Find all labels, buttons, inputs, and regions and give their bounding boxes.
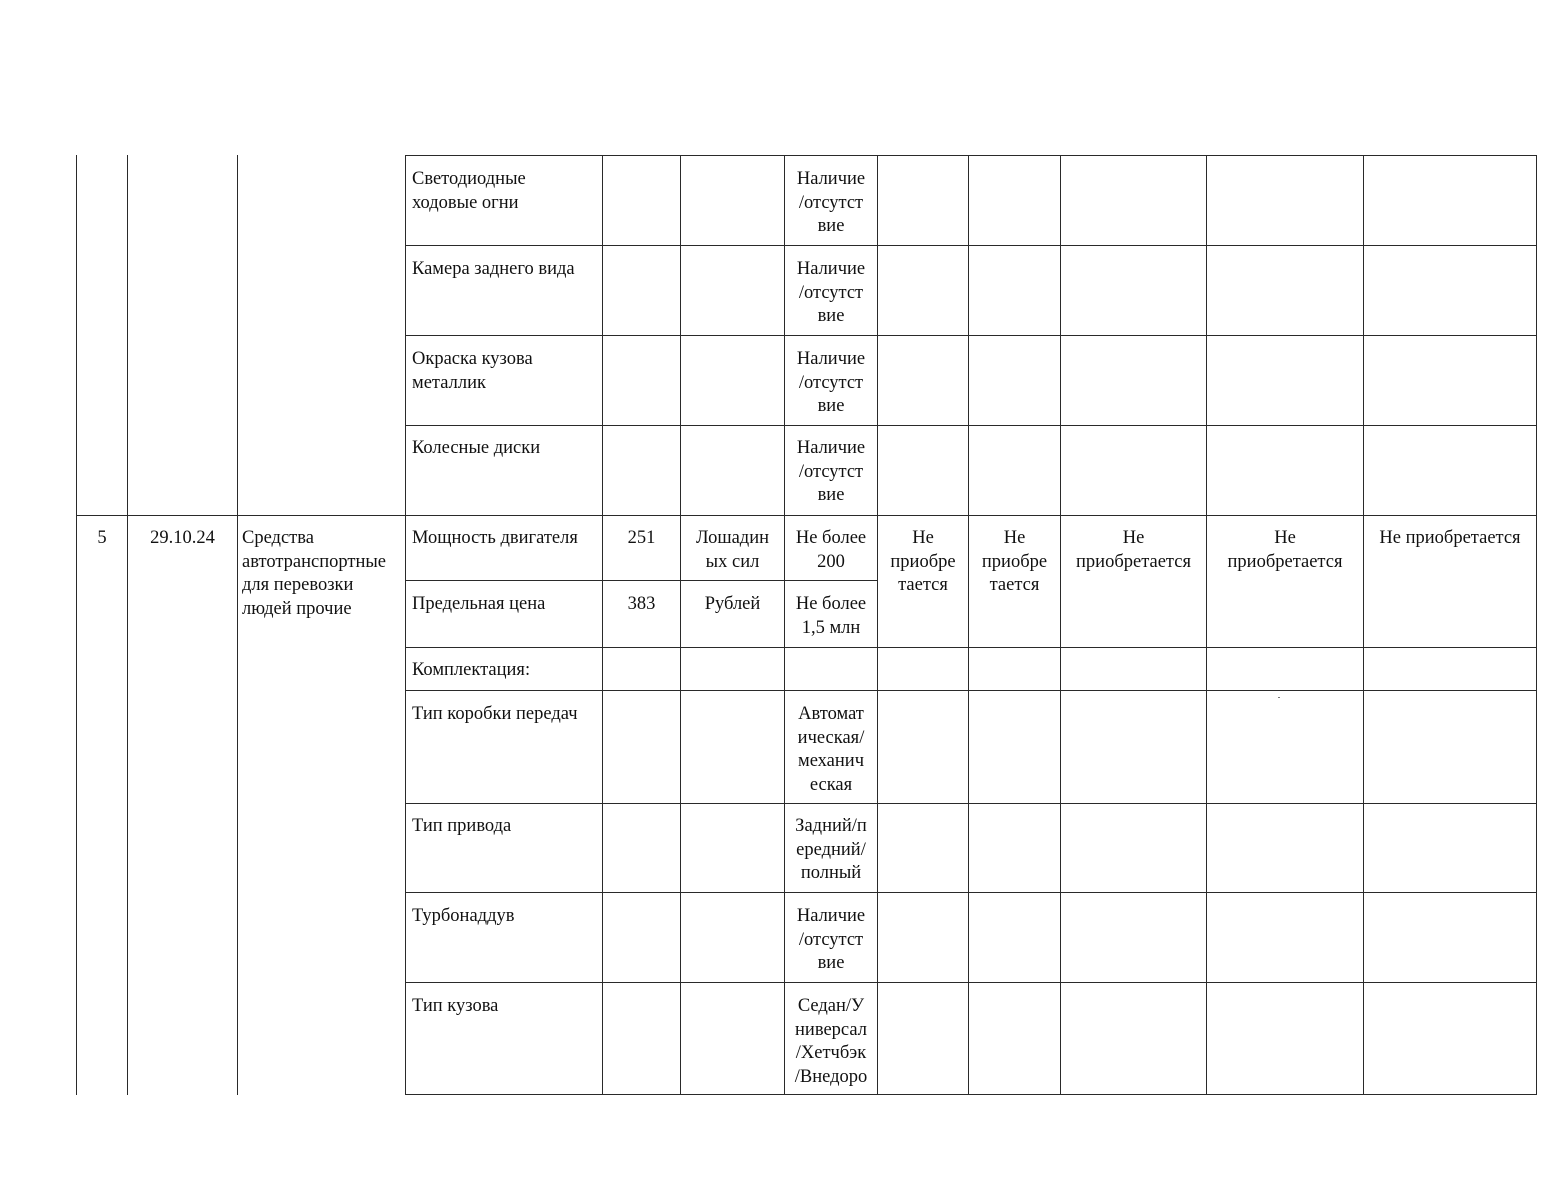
table-border: [602, 155, 603, 1095]
table-border: [680, 155, 681, 1095]
requirement-cell: Не более 200: [795, 528, 867, 572]
item-date-cell: 29.10.24: [150, 528, 215, 548]
feature-name-cell: Мощность двигателя: [412, 528, 578, 548]
purchase-status-cell: Не приобретается: [1379, 528, 1521, 548]
code-cell: 251: [627, 528, 656, 548]
section-heading-cell: Комплектация:: [412, 660, 531, 680]
feature-name-cell: Турбонаддув: [412, 906, 515, 926]
table-border: [405, 425, 1537, 426]
feature-name-cell: Предельная цена: [412, 594, 546, 614]
table-border: [76, 515, 406, 516]
table-border: [405, 245, 1537, 246]
requirement-cell: Наличие /отсутст вие: [796, 906, 866, 973]
table-border: [405, 335, 1537, 336]
table-border: [405, 892, 1537, 893]
feature-name-cell: Колесные диски: [412, 438, 541, 458]
requirement-cell: Наличие /отсутст вие: [796, 438, 866, 505]
table-border: [405, 580, 878, 581]
table-border: [76, 155, 77, 1095]
table-border: [877, 155, 878, 1095]
scan-speck: [1278, 697, 1280, 698]
table-border: [405, 155, 406, 1095]
table-border: [405, 647, 1537, 648]
table-border: [405, 690, 1537, 691]
table-border: [1363, 155, 1364, 1095]
item-number-cell: 5: [97, 528, 107, 548]
purchase-status-cell: Не приобретается: [1076, 528, 1191, 572]
purchase-status-cell: Не приобретается: [1227, 528, 1343, 572]
table-border: [237, 155, 238, 1095]
requirement-cell: Наличие /отсутст вие: [796, 169, 866, 236]
table-border: [1206, 155, 1207, 1095]
requirement-cell: Наличие /отсутст вие: [796, 259, 866, 326]
table-border: [127, 155, 128, 1095]
table-border: [405, 155, 1537, 156]
table-border: [405, 982, 1537, 983]
feature-name-cell: Камера заднего вида: [412, 259, 575, 279]
table-border: [1060, 155, 1061, 1095]
table-border: [968, 155, 969, 1095]
requirement-cell: Задний/п ередний/ полный: [795, 816, 867, 883]
requirement-cell: Автомат ическая/ механич еская: [797, 704, 865, 795]
table-border: [1536, 155, 1537, 1095]
table-border: [405, 515, 1537, 516]
feature-name-cell: Светодиодные ходовые огни: [412, 169, 526, 213]
unit-cell: Лошадин ых сил: [695, 528, 769, 572]
feature-name-cell: Тип кузова: [412, 996, 499, 1016]
table-border: [405, 803, 1537, 804]
feature-name-cell: Окраска кузова металлик: [412, 349, 533, 393]
requirement-cell: Седан/У ниверсал /Хетчбэк /Внедоро: [794, 996, 868, 1087]
table-border: [405, 1094, 1537, 1095]
item-category-cell: Средства автотранспортные для перевозки людей прочие: [242, 528, 386, 619]
purchase-status-cell: Не приобре тается: [890, 528, 956, 595]
unit-cell: Рублей: [704, 594, 761, 614]
feature-name-cell: Тип привода: [412, 816, 512, 836]
requirement-cell: Не более 1,5 млн: [795, 594, 867, 638]
code-cell: 383: [627, 594, 656, 614]
purchase-status-cell: Не приобре тается: [981, 528, 1048, 595]
requirement-cell: Наличие /отсутст вие: [796, 349, 866, 416]
feature-name-cell: Тип коробки передач: [412, 704, 578, 724]
